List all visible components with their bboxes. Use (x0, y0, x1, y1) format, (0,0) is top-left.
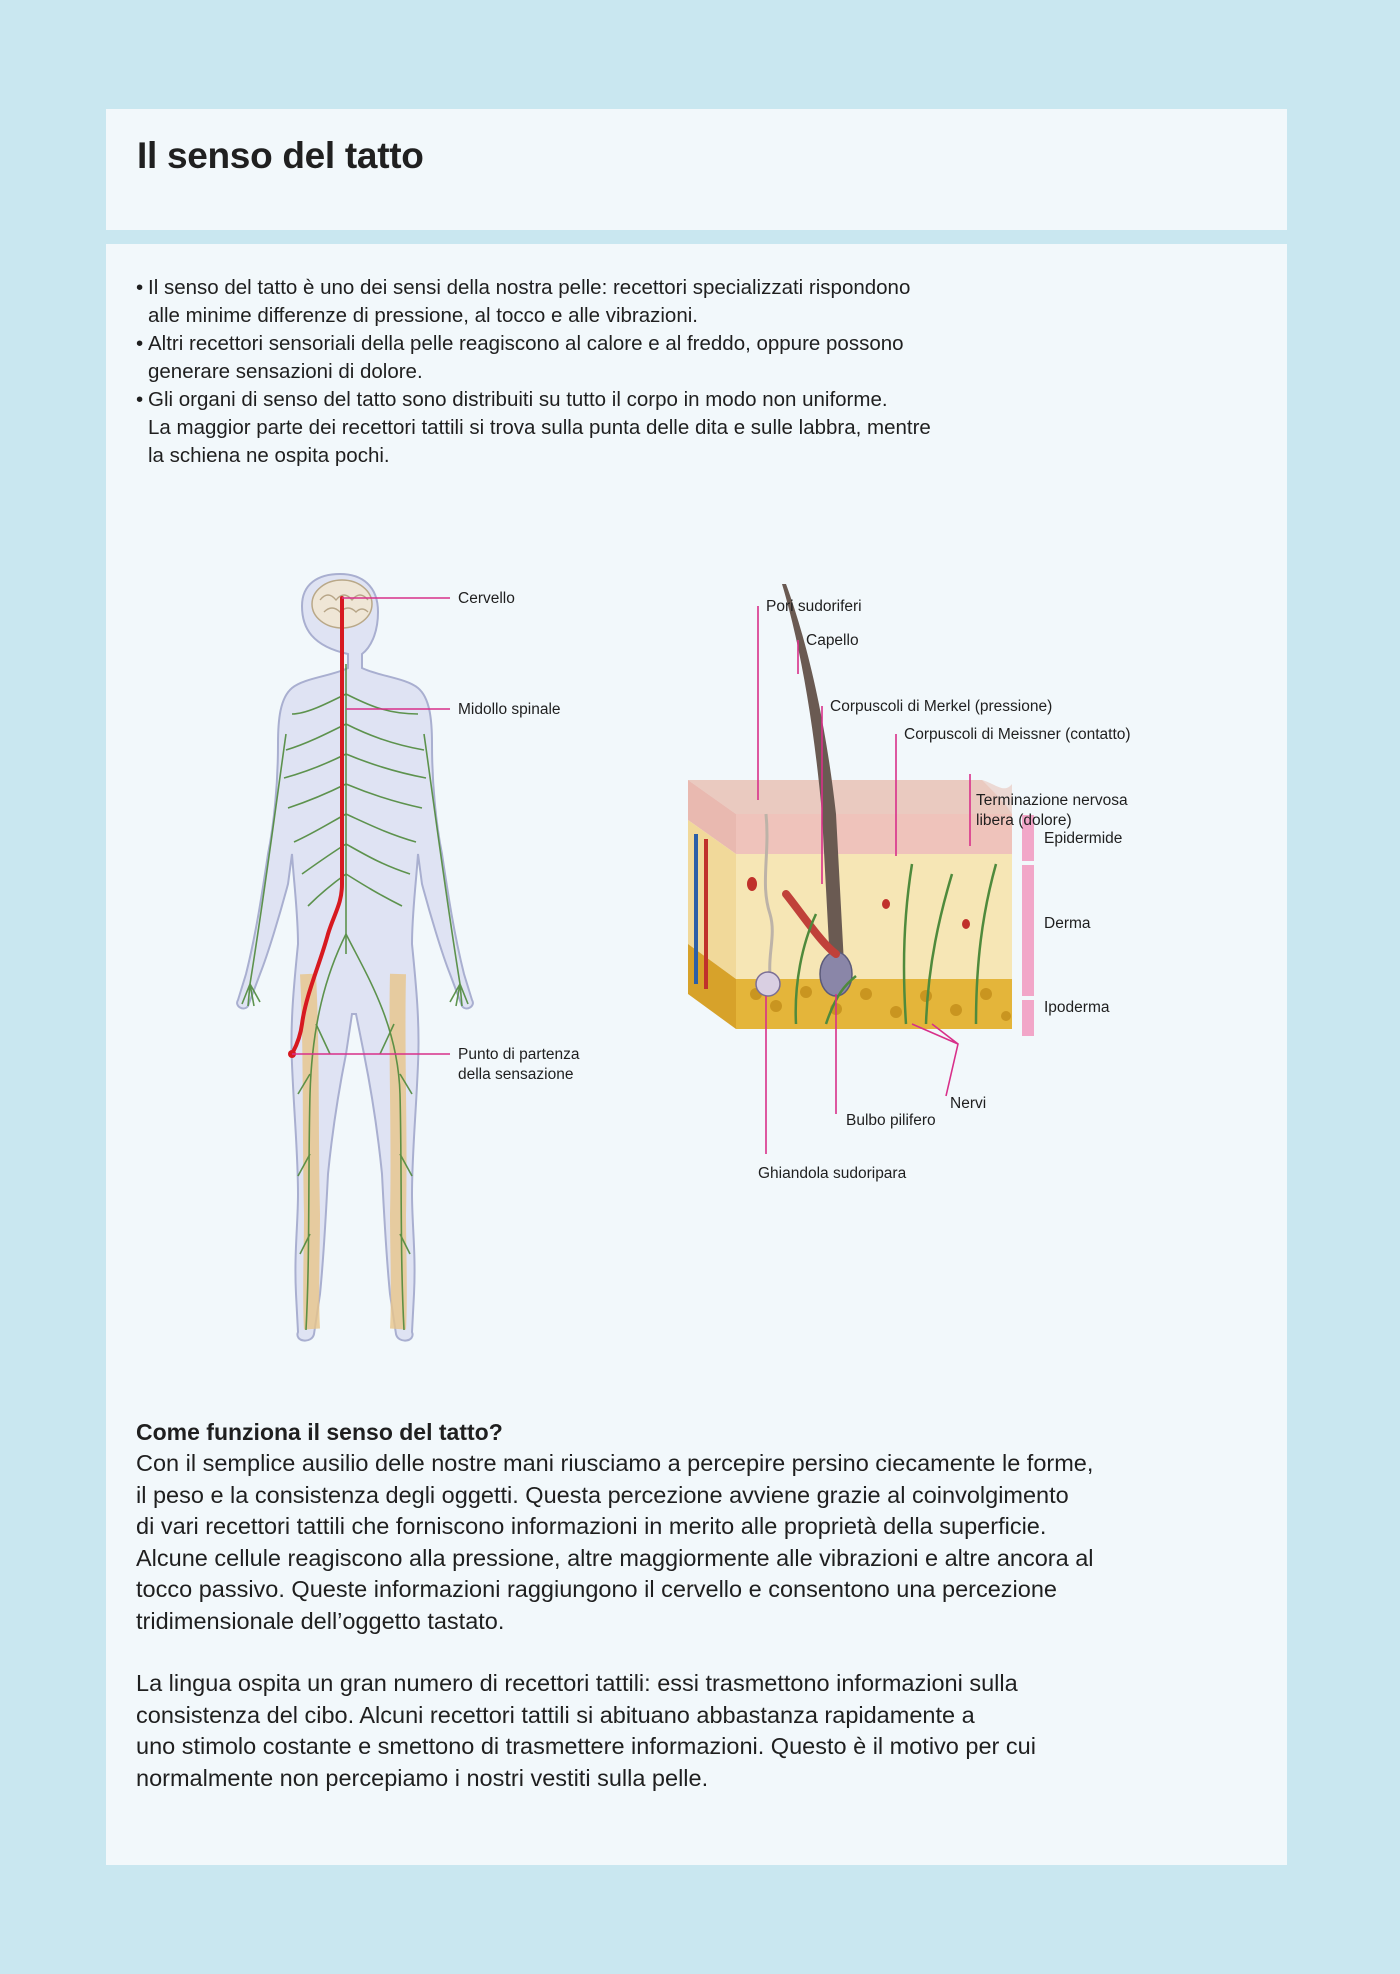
how-it-works-section (136, 1416, 1266, 1825)
bullet-item (136, 274, 1096, 330)
label-epidermide: Epidermide (1044, 830, 1123, 847)
label-capello: Capello (806, 632, 859, 649)
skin-block-illustration (688, 584, 1012, 1029)
page-title: Il senso del tatto (137, 135, 424, 176)
bullet-line: • Altri recettori sensoriali della pelle reagiscono al calore e al freddo, oppure possono (148, 332, 904, 355)
label-terminazione-2: libera (dolore) (976, 812, 1072, 829)
paragraph-line: normalmente non percepiamo i nostri vestiti sulla pelle. (136, 1764, 709, 1791)
leader-line (912, 1024, 958, 1096)
bullet-line: generare sensazioni di dolore. (148, 360, 423, 383)
paragraph-line: il peso e la consistenza degli oggetti. Questa percezione avviene grazie al coinvolgimento (136, 1481, 1069, 1508)
label-ipoderma: Ipoderma (1044, 999, 1110, 1016)
dermis-bar (1022, 865, 1034, 996)
label-bulbo-pilifero: Bulbo pilifero (846, 1112, 936, 1129)
paragraph-line: Con il semplice ausilio delle nostre mani riusciamo a percepire persino ciecamente le forme, (136, 1450, 1094, 1476)
nervous-system-figure (166, 554, 586, 1354)
skin-section-figure (676, 584, 1276, 1182)
label-derma: Derma (1044, 915, 1091, 932)
bullet-line: La maggior parte dei recettori tattili si trova sulla punta delle dita e sulle labbra, mentre (148, 416, 931, 439)
paragraph-line: uno stimolo costante e smettono di trasmettere informazioni. Questo è il motivo per cui (136, 1733, 1036, 1759)
paragraph-line: tridimensionale dell’oggetto tastato. (136, 1607, 505, 1634)
bullet-line: la schiena ne ospita pochi. (148, 444, 390, 467)
paragraph (136, 1668, 1266, 1794)
human-body-illustration (237, 574, 473, 1341)
paragraph-line: Alcune cellule reagiscono alla pressione, altre maggiormente alle vibrazioni e altre ancora al (136, 1544, 1094, 1571)
bullet-line: alle minime differenze di pressione, al tocco e alle vibrazioni. (148, 304, 698, 327)
label-terminazione-1: Terminazione nervosa (976, 792, 1128, 809)
paragraph-line: consistenza del cibo. Alcuni recettori tattili si abituano abbastanza rapidamente a (136, 1701, 975, 1728)
paragraph-line: di vari recettori tattili che forniscono informazioni in merito alle proprietà della superficie. (136, 1513, 1047, 1539)
content-card (106, 244, 1287, 1865)
bullet-item (136, 330, 1096, 386)
label-cervello: Cervello (458, 590, 515, 607)
label-punto-partenza: Punto di partenza (458, 1046, 580, 1063)
label-ghiandola-sudoripara: Ghiandola sudoripara (758, 1165, 907, 1182)
paragraph-line: tocco passivo. Queste informazioni raggiungono il cervello e consentono una percezione (136, 1576, 1057, 1602)
label-midollo-spinale: Midollo spinale (458, 701, 561, 718)
title-card (106, 109, 1287, 230)
bullet-line: • Gli organi di senso del tatto sono distribuiti su tutto il corpo in modo non uniforme. (148, 388, 888, 411)
label-nervi: Nervi (950, 1095, 987, 1112)
paragraph-line: La lingua ospita un gran numero di recettori tattili: essi trasmettono informazioni sulla (136, 1670, 1018, 1696)
label-merkel: Corpuscoli di Merkel (pressione) (830, 698, 1053, 715)
section-heading: Come funziona il senso del tatto? (136, 1419, 503, 1445)
label-punto-partenza-2: della sensazione (458, 1066, 574, 1083)
bullet-item (136, 386, 1096, 470)
intro-bullet-list (136, 274, 1096, 470)
label-meissner: Corpuscoli di Meissner (contatto) (904, 726, 1131, 743)
label-pori-sudoriferi: Pori sudoriferi (766, 598, 862, 615)
hypodermis-bar (1022, 1000, 1034, 1036)
bullet-line: • Il senso del tatto è uno dei sensi della nostra pelle: recettori specializzati rispondono (148, 276, 911, 299)
paragraph (136, 1448, 1266, 1637)
